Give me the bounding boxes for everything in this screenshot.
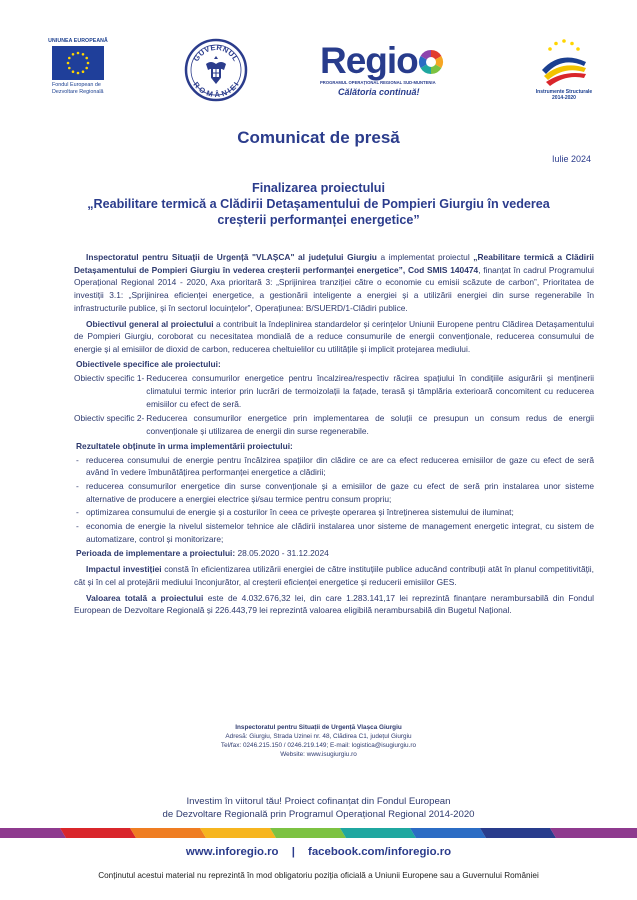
intro-text-1: a implementat proiectul (376, 252, 474, 262)
regio-tagline: Călătoria continuă! (338, 87, 420, 97)
page-title: Comunicat de presă (237, 128, 400, 147)
gov-text-top: GUVERNUL (191, 42, 241, 64)
regio-program-label: PROGRAMUL OPERAȚIONAL REGIONAL SUD-MUNTENIA (320, 80, 436, 85)
investment-statement (0, 795, 637, 821)
results-heading-text: Rezultatele obținute în urma implementării proiectului: (76, 440, 293, 451)
list-item: - optimizarea consumului de energie și a costurilor în ceea ce privește operarea și întreținerea sistemului de iluminat; (74, 506, 594, 519)
contact-organization: Inspectoratul pentru Situații de Urgență Vlașca Giurgiu (235, 724, 402, 731)
intro-project-name: „Reabilitare termică a Clădirii Detașamentului de Pompieri Giurgiu în vederea creșterii performanței energetice”, Cod SMIS 140474 (74, 252, 594, 275)
regio-logo (318, 40, 448, 98)
project-title-line-3: creșterii performanței energetice” (217, 213, 420, 227)
inforegio-facebook-link[interactable]: facebook.com/inforegio.ro (308, 846, 452, 858)
specific-objective-2 (74, 412, 594, 437)
total-value-paragraph (74, 592, 594, 617)
general-objective-label: Obiectivul general al proiectului (86, 318, 214, 329)
contact-address: Adresă: Giurgiu, Strada Uzinei nr. 48, Clădirea C1, județul Giurgiu (225, 733, 412, 740)
project-title-line-1: Finalizarea proiectului (252, 181, 385, 195)
project-title (40, 180, 597, 228)
results-list (74, 454, 594, 546)
implementation-period-value: 28.05.2020 - 31.12.2024 (235, 548, 329, 559)
general-objective-text: a contribuit la îndeplinirea standardelor și cerințelor Uniunii Europene pentru Clădirea Detașamentului de Pompieri Giurgiu, coroborat cu necesitatea mondială de a reduce consumurile de energii convenționale, reducerea consumului de energie și al emisiilor de dioxid de carbon, reducerea cheltuielilor cu utilitățile și implicit protejarea mediului. (74, 318, 594, 354)
general-objective-paragraph (74, 318, 594, 356)
is-label-line-2: 2014-2020 (552, 95, 576, 101)
disclaimer: Conținutul acestui material nu reprezintă în mod obligatoriu poziția oficială a Uniunii Europene sau a Guvernului României (98, 871, 539, 880)
implementation-period-label: Perioada de implementare a proiectului: (76, 548, 236, 559)
document-date: Iulie 2024 (551, 154, 591, 164)
list-item: - reducerea consumului de energie pentru încălzirea spațiilor din clădire ce are ca efect reducerea emisiilor de gaze cu efect de seră având în vedere îmbunătățirea performanței energetice a clădirii; (74, 454, 594, 479)
instrumente-structurale-logo (528, 34, 600, 104)
eu-fund-name (52, 82, 112, 95)
footer-links (0, 846, 637, 858)
is-label-line-1: Instrumente Structurale (535, 89, 593, 95)
instrumente-structurale-label (528, 89, 600, 101)
specific-objective-2-text: Reducerea consumurilor energetice prin implementarea de soluții ce presupun un consum redus de energii convenționale și utilizarea de energii din surse regenerabile. (146, 413, 594, 437)
total-value-label: Valoarea totală a proiectului (86, 592, 204, 603)
specific-objectives-heading-text: Obiectivele specifice ale proiectului: (76, 358, 221, 369)
press-release-body (74, 251, 594, 617)
eu-fund-line-1: Fondul European de (52, 82, 101, 88)
eu-fund-line-2: Dezvoltare Regională (52, 88, 104, 95)
eu-flag-icon (52, 46, 104, 80)
investment-statement-line-2: de Dezvoltare Regională prin Programul Operațional Regional 2014-2020 (162, 809, 475, 820)
results-heading (74, 440, 594, 453)
contact-phone-email: Tel/fax: 0246.215.150 / 0246.219.149; E-mail: logistica@isugiurgiu.ro (220, 742, 417, 749)
impact-paragraph (74, 563, 594, 588)
impact-label: Impactul investiției (86, 564, 162, 575)
structural-instruments-emblem-icon (536, 36, 592, 88)
list-item: - reducerea consumurilor energetice din surse convenționale și a emisiilor de gaze cu efect de seră prin instalarea unor sisteme alternative de producere a energiei electrice și/sau termice pentru consum propriu; (74, 480, 594, 505)
eu-logo (44, 38, 112, 95)
intro-paragraph (74, 251, 594, 315)
color-stripe-divider (0, 828, 637, 838)
investment-statement-line-1: Investim în viitorul tău! Proiect cofinanțat din Fondul European (186, 796, 451, 807)
specific-objective-1-label: Obiectiv specific 1- (74, 373, 145, 384)
intro-issuer: Inspectoratul pentru Situații de Urgență "VLAȘCA" al județului Giurgiu (86, 252, 377, 262)
implementation-period (74, 547, 594, 560)
contact-block (0, 723, 637, 759)
regio-color-wheel-icon (418, 49, 444, 75)
specific-objective-1 (74, 372, 594, 410)
intro-text-2: , finanțat în cadrul Programului Operațional Regional 2014 - 2020, Axa prioritară 3: „Sprijinirea tranziției către o economie cu emisii scăzute de carbon”, Prioritatea de investiții 3.1: „Sprijinirea eficienței energetice, a gestionării inteligente a energiei și a utilizării energiei din surse regenerabile în infrastructurile publice, și în sectorul locuințelor”, Operațiunea: B/SUERD/1-Clădiri publice. (74, 264, 594, 313)
total-value-text: este de 4.032.676,32 lei, din care 1.283.141,17 lei reprezintă finanțare nerambursabilă din Fondul European de Dezvoltare Regională și 226.443,79 lei reprezintă valoarea eligibilă nerambursabilă din Bugetul Național. (74, 592, 594, 616)
romanian-government-seal (184, 38, 248, 102)
project-title-line-2: „Reabilitare termică a Clădirii Detașamentului de Pompieri Giurgiu în vederea (87, 197, 550, 211)
list-item: - economia de energie la nivelul sistemelor tehnice ale clădirii instalarea unor sisteme de management energetic integrat, cu sistem de automatizare, control și monitorizare; (74, 520, 594, 545)
link-separator: | (291, 846, 295, 858)
gov-text-bottom: ROMÂNIEI (191, 80, 241, 100)
regio-wordmark: Regio (320, 40, 418, 81)
specific-objective-1-text: Reducerea consumurilor energetice pentru încalzirea/respectiv răcirea spațiului în condițiile asigurării și menținerii climatului termic interior prin lucrări de termoizolații la fațade, terasă și tâmplăria exterioară concomitent cu reducerea emisiilor cu efect de seră. (146, 373, 594, 409)
eu-title: UNIUNEA EUROPEANĂ (48, 38, 108, 44)
inforegio-website-link[interactable]: www.inforegio.ro (185, 846, 279, 858)
specific-objectives-heading (74, 358, 594, 371)
impact-text: constă în eficientizarea utilizării energiei de către instituțiile publice aducând contribuții atât în planul competitivității, cât și în cel al protejării mediului înconjurător, al creșterii eficienței energetice și reducerii emisiilor GES. (74, 564, 594, 587)
contact-website: Website: www.isugiurgiu.ro (280, 751, 357, 758)
specific-objective-2-label: Obiectiv specific 2- (74, 413, 145, 424)
